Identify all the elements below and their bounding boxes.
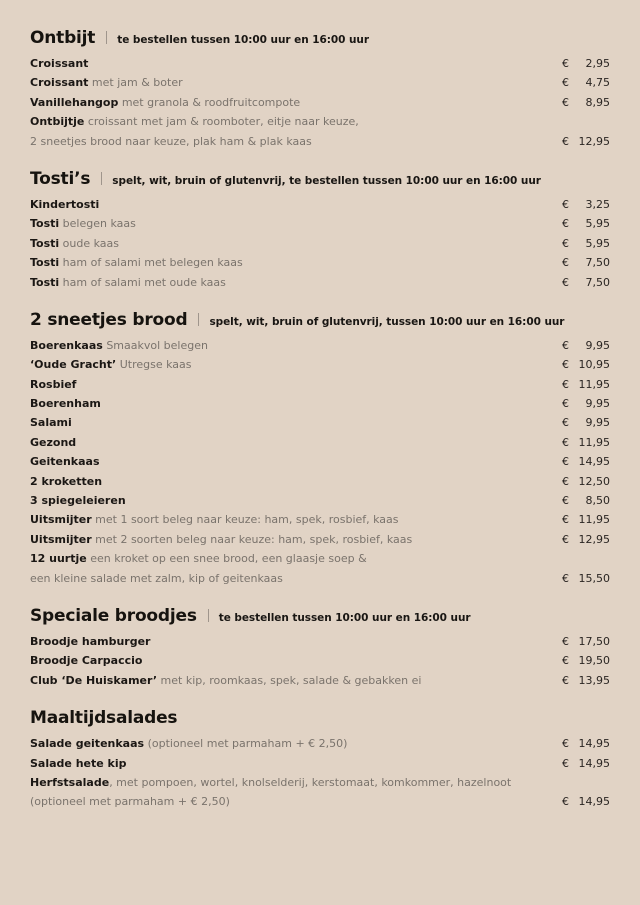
menu-item-description: belegen kaas — [59, 217, 136, 231]
menu-item-text — [30, 569, 562, 588]
menu-item-row — [30, 510, 610, 529]
menu-item-description: met jam & boter — [88, 76, 183, 90]
currency-symbol: € — [562, 134, 569, 148]
section-divider-icon — [106, 31, 107, 44]
menu-item-text — [30, 195, 562, 214]
menu-item-name: Geitenkaas — [30, 455, 100, 469]
section-divider-icon — [208, 609, 209, 622]
currency-symbol: € — [562, 571, 569, 585]
menu-item-name: Croissant — [30, 76, 89, 90]
menu-item-price — [562, 510, 610, 529]
currency-symbol: € — [562, 795, 569, 809]
menu-item-name: Uitsmijter — [30, 513, 92, 527]
menu-item-text — [30, 234, 562, 253]
currency-symbol: € — [562, 358, 569, 372]
price-amount: 11,95 — [578, 377, 610, 391]
menu-item-row — [30, 452, 610, 471]
menu-item-name: Tosti — [30, 256, 60, 270]
menu-item-text — [30, 651, 562, 670]
section-header — [30, 169, 610, 189]
price-amount: 9,95 — [585, 397, 610, 411]
menu-item-name: Salade hete kip — [30, 756, 127, 770]
menu-item-description: croissant met jam & roomboter, eitje naar keuze, — [84, 115, 359, 129]
menu-item-text — [30, 491, 562, 510]
menu-item-price — [562, 253, 610, 272]
price-amount: 11,95 — [578, 513, 610, 527]
menu-item-text — [30, 355, 562, 374]
menu-item-price — [562, 112, 610, 131]
menu-item-row — [30, 549, 610, 568]
price-amount: 14,95 — [578, 795, 610, 809]
currency-symbol: € — [562, 275, 569, 289]
menu-item-description: met 1 soort beleg naar keuze: ham, spek, rosbief, kaas — [91, 513, 399, 527]
menu-item-description: met 2 soorten beleg naar keuze: ham, spek, rosbief, kaas — [91, 532, 413, 546]
menu-item-description: oude kaas — [59, 236, 120, 250]
menu-item-name: Tosti — [30, 217, 60, 231]
menu-item-text — [30, 754, 562, 773]
menu-item-name: Boerenham — [30, 397, 101, 411]
menu-item-row — [30, 195, 610, 214]
currency-symbol: € — [562, 737, 569, 751]
menu-item-name: Uitsmijter — [30, 532, 92, 546]
menu-item-name: Herfstsalade — [30, 775, 110, 789]
currency-symbol: € — [562, 338, 569, 352]
price-amount: 12,95 — [578, 532, 610, 546]
currency-symbol: € — [562, 532, 569, 546]
menu-item-name: Croissant — [30, 57, 89, 70]
price-amount: 17,50 — [578, 634, 610, 648]
menu-item-description: met kip, roomkaas, spek, salade & gebakken ei — [157, 673, 422, 687]
price-amount: 15,50 — [578, 571, 610, 585]
menu-item-name: Boerenkaas — [30, 338, 103, 352]
price-amount: 4,75 — [585, 76, 610, 90]
section-header — [30, 28, 610, 48]
menu-item-name: Kindertosti — [30, 197, 100, 211]
currency-symbol: € — [562, 197, 569, 211]
menu-item-price — [562, 530, 610, 549]
section-title: Maaltijdsalades — [30, 708, 178, 729]
menu-item-description: Smaakvol belegen — [102, 338, 208, 352]
currency-symbol: € — [562, 756, 569, 770]
price-amount: 8,50 — [585, 494, 610, 508]
price-amount: 2,95 — [585, 57, 610, 70]
menu-item-name: Tosti — [30, 275, 60, 289]
menu-item-price — [562, 651, 610, 670]
menu-item-description: Utregse kaas — [116, 358, 192, 372]
menu-item-row — [30, 73, 610, 92]
menu-item-text — [30, 54, 562, 73]
currency-symbol: € — [562, 236, 569, 250]
menu-item-text — [30, 549, 562, 568]
menu-item-description: (optioneel met parmaham + € 2,50) — [144, 737, 348, 751]
menu-item-price — [562, 336, 610, 355]
menu-item-price — [562, 54, 610, 73]
currency-symbol: € — [562, 634, 569, 648]
menu-item-name: Salami — [30, 416, 72, 430]
menu-item-name: Broodje hamburger — [30, 634, 151, 648]
menu-item-price — [562, 754, 610, 773]
menu-item-text — [30, 510, 562, 529]
menu-item-text — [30, 73, 562, 92]
menu-item-row — [30, 132, 610, 151]
menu-item-name: Club ‘De Huiskamer’ — [30, 673, 158, 687]
menu-item-price — [562, 195, 610, 214]
section-subtitle: te bestellen tussen 10:00 uur en 16:00 uur — [117, 34, 369, 46]
currency-symbol: € — [562, 217, 569, 231]
currency-symbol: € — [562, 654, 569, 668]
section-divider-icon — [101, 172, 102, 185]
price-amount: 3,25 — [585, 197, 610, 211]
menu-item-text — [30, 452, 562, 471]
section-title: Speciale broodjes — [30, 605, 197, 626]
menu-item-text — [30, 472, 562, 491]
menu-item-price — [562, 132, 610, 151]
price-amount: 10,95 — [578, 358, 610, 372]
menu-item-price — [562, 433, 610, 452]
currency-symbol: € — [562, 435, 569, 449]
menu-item-description: een kleine salade met zalm, kip of geitenkaas — [30, 571, 283, 585]
menu-item-name: Broodje Carpaccio — [30, 654, 143, 668]
menu-item-text — [30, 632, 562, 651]
section-title: 2 sneetjes brood — [30, 309, 188, 330]
price-amount: 9,95 — [585, 416, 610, 430]
currency-symbol: € — [562, 474, 569, 488]
menu-item-row — [30, 754, 610, 773]
menu-item-text — [30, 336, 562, 355]
menu-item-row — [30, 734, 610, 753]
price-amount: 7,50 — [585, 256, 610, 270]
menu-item-description: ham of salami met oude kaas — [59, 275, 226, 289]
section-header — [30, 310, 610, 330]
price-amount: 8,95 — [585, 95, 610, 109]
menu-item-name: Rosbief — [30, 377, 77, 391]
price-amount: 9,95 — [585, 338, 610, 352]
menu-item-price — [562, 413, 610, 432]
menu-item-description: een kroket op een snee brood, een glaasje soep & — [86, 552, 367, 566]
menu-item-text — [30, 394, 562, 413]
menu-item-row — [30, 433, 610, 452]
menu-section — [30, 169, 610, 292]
price-amount: 12,95 — [578, 134, 610, 148]
menu-item-name: Salade geitenkaas — [30, 737, 145, 751]
section-title: Ontbijt — [30, 28, 96, 48]
menu-item-row — [30, 773, 610, 792]
section-divider-icon — [198, 313, 199, 326]
menu-item-row — [30, 214, 610, 233]
menu-item-price — [562, 472, 610, 491]
menu-item-price — [562, 632, 610, 651]
menu-item-row — [30, 54, 610, 73]
menu-item-row — [30, 632, 610, 651]
price-amount: 5,95 — [585, 236, 610, 250]
price-amount: 13,95 — [578, 673, 610, 687]
menu-item-text — [30, 671, 562, 690]
menu-item-row — [30, 273, 610, 292]
menu-item-row — [30, 491, 610, 510]
menu-item-text — [30, 132, 562, 151]
section-subtitle: spelt, wit, bruin of glutenvrij, te bestellen tussen 10:00 uur en 16:00 uur — [112, 174, 541, 187]
menu-item-price — [562, 375, 610, 394]
menu-item-description: ham of salami met belegen kaas — [59, 256, 243, 270]
price-amount: 14,95 — [578, 756, 610, 770]
menu-item-row — [30, 112, 610, 131]
menu-item-row — [30, 472, 610, 491]
menu-item-price — [562, 549, 610, 568]
menu-item-text — [30, 734, 562, 753]
menu-item-text — [30, 112, 562, 131]
price-amount: 11,95 — [578, 435, 610, 449]
menu-item-text — [30, 214, 562, 233]
menu-item-price — [562, 355, 610, 374]
menu-item-row — [30, 569, 610, 588]
menu-section — [30, 708, 610, 812]
menu-item-price — [562, 569, 610, 588]
currency-symbol: € — [562, 416, 569, 430]
menu-item-name: Ontbijtje — [30, 115, 85, 129]
currency-symbol: € — [562, 513, 569, 527]
menu-item-price — [562, 234, 610, 253]
price-amount: 7,50 — [585, 275, 610, 289]
menu-item-row — [30, 530, 610, 549]
menu-item-text — [30, 773, 562, 792]
menu-item-row — [30, 355, 610, 374]
menu-item-description: met granola & roodfruitcompote — [118, 95, 301, 109]
menu-item-price — [562, 792, 610, 811]
section-header — [30, 606, 610, 626]
menu-item-price — [562, 491, 610, 510]
menu-item-text — [30, 413, 562, 432]
menu-item-description: 2 sneetjes brood naar keuze, plak ham & plak kaas — [30, 134, 312, 148]
menu-item-name: 3 spiegeleieren — [30, 494, 126, 508]
menu-item-row — [30, 375, 610, 394]
price-amount: 14,95 — [578, 737, 610, 751]
menu-item-row — [30, 792, 610, 811]
menu-item-description: , met pompoen, wortel, knolselderij, kerstomaat, komkommer, hazelnoot — [109, 775, 512, 789]
menu-item-price — [562, 93, 610, 112]
currency-symbol: € — [562, 494, 569, 508]
menu-section — [30, 310, 610, 588]
currency-symbol: € — [562, 57, 569, 70]
section-subtitle: spelt, wit, bruin of glutenvrij, tussen 10:00 uur en 16:00 uur — [209, 315, 565, 328]
section-subtitle: te bestellen tussen 10:00 uur en 16:00 uur — [218, 611, 471, 624]
menu-item-row — [30, 253, 610, 272]
menu-item-row — [30, 671, 610, 690]
menu-item-text — [30, 93, 562, 112]
price-amount: 14,95 — [578, 455, 610, 469]
menu-item-row — [30, 651, 610, 670]
menu-item-text — [30, 433, 562, 452]
menu-item-name: Gezond — [30, 435, 77, 449]
menu-item-name: Tosti — [30, 236, 60, 250]
menu-item-text — [30, 253, 562, 272]
menu-section — [30, 606, 610, 690]
menu-item-row — [30, 394, 610, 413]
price-amount: 19,50 — [578, 654, 610, 668]
currency-symbol: € — [562, 256, 569, 270]
currency-symbol: € — [562, 377, 569, 391]
menu-item-price — [562, 73, 610, 92]
currency-symbol: € — [562, 95, 569, 109]
menu-item-price — [562, 214, 610, 233]
menu-item-text — [30, 792, 562, 811]
menu-item-row — [30, 413, 610, 432]
menu-item-row — [30, 234, 610, 253]
price-amount: 12,50 — [578, 474, 610, 488]
currency-symbol: € — [562, 76, 569, 90]
menu-item-price — [562, 773, 610, 792]
menu-item-price — [562, 273, 610, 292]
menu-section — [30, 28, 610, 151]
menu-item-price — [562, 452, 610, 471]
menu-item-text — [30, 273, 562, 292]
menu-item-text — [30, 375, 562, 394]
currency-symbol: € — [562, 455, 569, 469]
menu-item-name: 2 kroketten — [30, 474, 103, 488]
section-title: Tosti’s — [30, 168, 91, 189]
menu-item-name: ‘Oude Gracht’ — [30, 358, 117, 372]
menu-item-name: 12 uurtje — [30, 552, 87, 566]
currency-symbol: € — [562, 397, 569, 411]
menu-item-row — [30, 93, 610, 112]
menu-item-price — [562, 734, 610, 753]
currency-symbol: € — [562, 673, 569, 687]
menu-item-price — [562, 394, 610, 413]
menu-item-text — [30, 530, 562, 549]
price-amount: 5,95 — [585, 217, 610, 231]
section-header — [30, 708, 610, 728]
menu-item-name: Vanillehangop — [30, 95, 119, 109]
menu-item-price — [562, 671, 610, 690]
menu-item-row — [30, 336, 610, 355]
menu-item-description: (optioneel met parmaham + € 2,50) — [30, 795, 230, 809]
